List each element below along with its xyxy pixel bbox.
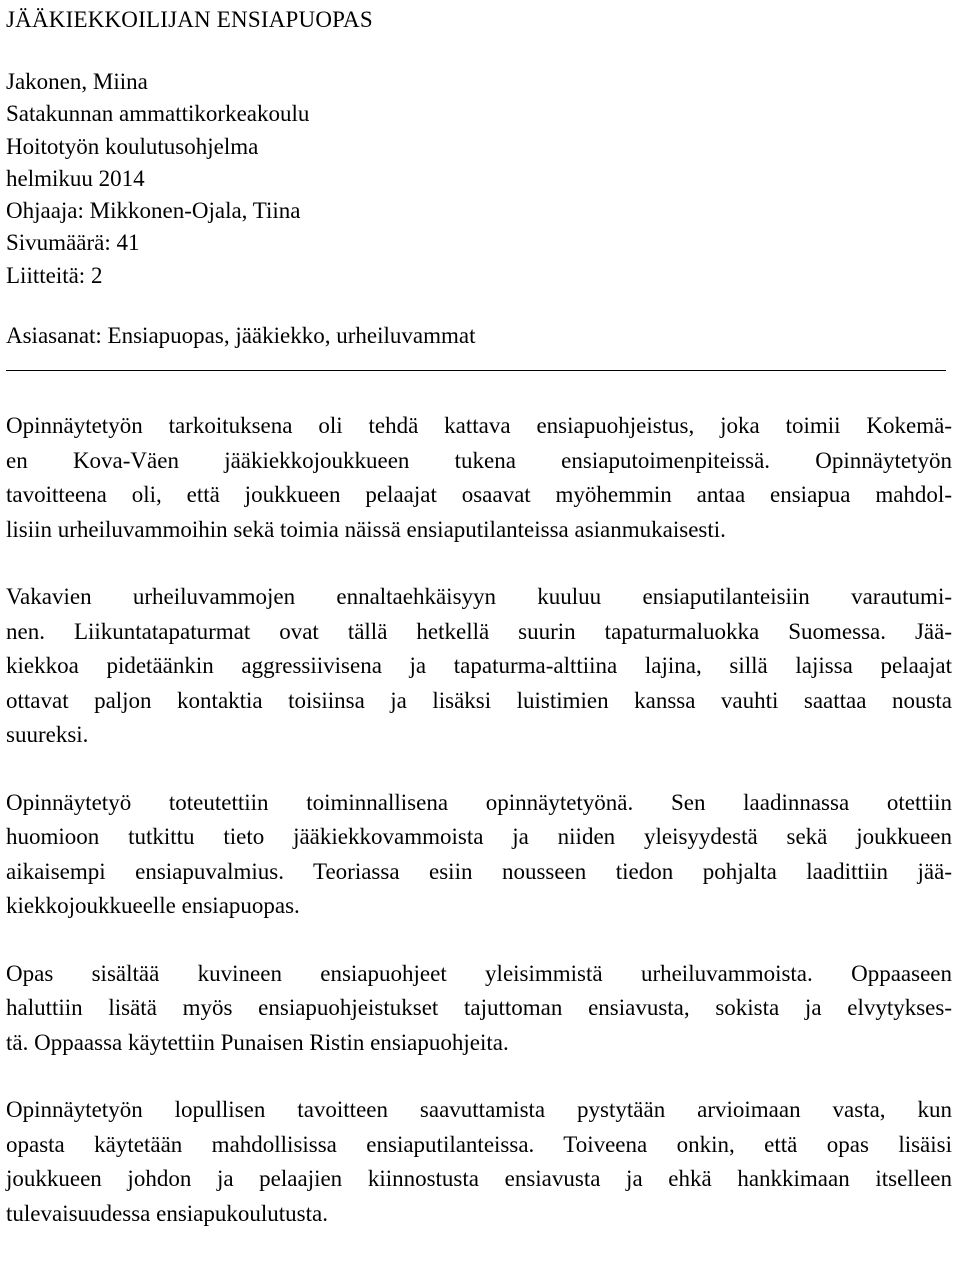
- keywords-line: Asiasanat: Ensiapuopas, jääkiekko, urheiluvammat: [6, 323, 476, 349]
- abstract-paragraph: [6, 1093, 952, 1231]
- text-line: Opinnäytetyön tarkoituksena oli tehdä kattava ensiapuohjeistus, joka toimii Kokemä-: [6, 413, 952, 439]
- document-title: JÄÄKIEKKOILIJAN ENSIAPUOPAS: [6, 7, 373, 32]
- text-line: suureksi.: [6, 722, 89, 748]
- section-divider: [6, 370, 946, 371]
- text-line: opasta käytetään mahdollisissa ensiaputilanteissa. Toiveena onkin, että opas lisäisi: [6, 1131, 952, 1157]
- abstract-paragraph: [6, 409, 952, 547]
- abstract-paragraph: [6, 580, 952, 753]
- text-line: tavoitteena oli, että joukkueen pelaajat osaavat myöhemmin antaa ensiapua mahdol-: [6, 482, 952, 508]
- text-line: nen. Liikuntatapaturmat ovat tällä hetkellä suurin tapaturmaluokka Suomessa. Jää-: [6, 618, 952, 644]
- abstract-paragraph: [6, 786, 952, 924]
- document-page: [6, 0, 956, 1264]
- text-line: kiekkoa pidetäänkin aggressiivisena ja tapaturma-alttiina lajina, sillä lajissa pelaajat: [6, 653, 952, 679]
- programme-line: Hoitotyön koulutusohjelma: [6, 133, 259, 159]
- text-line: Opas sisältää kuvineen ensiapuohjeet yleisimmistä urheiluvammoista. Oppaaseen: [6, 960, 952, 986]
- date-line: helmikuu 2014: [6, 165, 145, 191]
- text-line: Opinnäytetyö toteutettiin toiminnallisena opinnäytetyönä. Sen laadinnassa otettiin: [6, 789, 952, 815]
- text-line: haluttiin lisätä myös ensiapuohjeistukset tajuttoman ensiavusta, sokista ja elvytykses-: [6, 995, 952, 1021]
- institution-line: Satakunnan ammattikorkeakoulu: [6, 101, 310, 127]
- author-line: Jakonen, Miina: [6, 69, 148, 94]
- text-line: en Kova-Väen jääkiekkojoukkueen tukena ensiaputoimenpiteissä. Opinnäytetyön: [6, 447, 952, 473]
- text-line: huomioon tutkittu tieto jääkiekkovammoista ja niiden yleisyydestä sekä joukkueen: [6, 824, 952, 850]
- text-line: Vakavien urheiluvammojen ennaltaehkäisyyn kuuluu ensiaputilanteisiin varautumi-: [6, 584, 952, 610]
- text-line: joukkueen johdon ja pelaajien kiinnostusta ensiavusta ja ehkä hankkimaan itselleen: [6, 1166, 952, 1192]
- text-line: ottavat paljon kontaktia toisiinsa ja lisäksi luistimien kanssa vauhti saattaa nousta: [6, 687, 952, 713]
- text-line: lisiin urheiluvammoihin sekä toimia näissä ensiaputilanteissa asianmukaisesti.: [6, 516, 726, 542]
- metadata-block: [6, 66, 956, 292]
- supervisor-line: Ohjaaja: Mikkonen-Ojala, Tiina: [6, 198, 301, 224]
- text-line: aikaisempi ensiapuvalmius. Teoriassa esiin nousseen tiedon pohjalta laadittiin jää-: [6, 858, 952, 884]
- text-line: kiekkojoukkueelle ensiapuopas.: [6, 893, 300, 919]
- abstract-body: [6, 409, 956, 1231]
- page-count-line: Sivumäärä: 41: [6, 230, 140, 256]
- text-line: tulevaisuudessa ensiapukoulutusta.: [6, 1200, 328, 1226]
- text-line: Opinnäytetyön lopullisen tavoitteen saavuttamista pystytään arvioimaan vasta, kun: [6, 1097, 952, 1123]
- appendices-line: Liitteitä: 2: [6, 262, 103, 288]
- text-line: tä. Oppaassa käytettiin Punaisen Ristin ensiapuohjeita.: [6, 1029, 509, 1055]
- abstract-paragraph: [6, 957, 952, 1061]
